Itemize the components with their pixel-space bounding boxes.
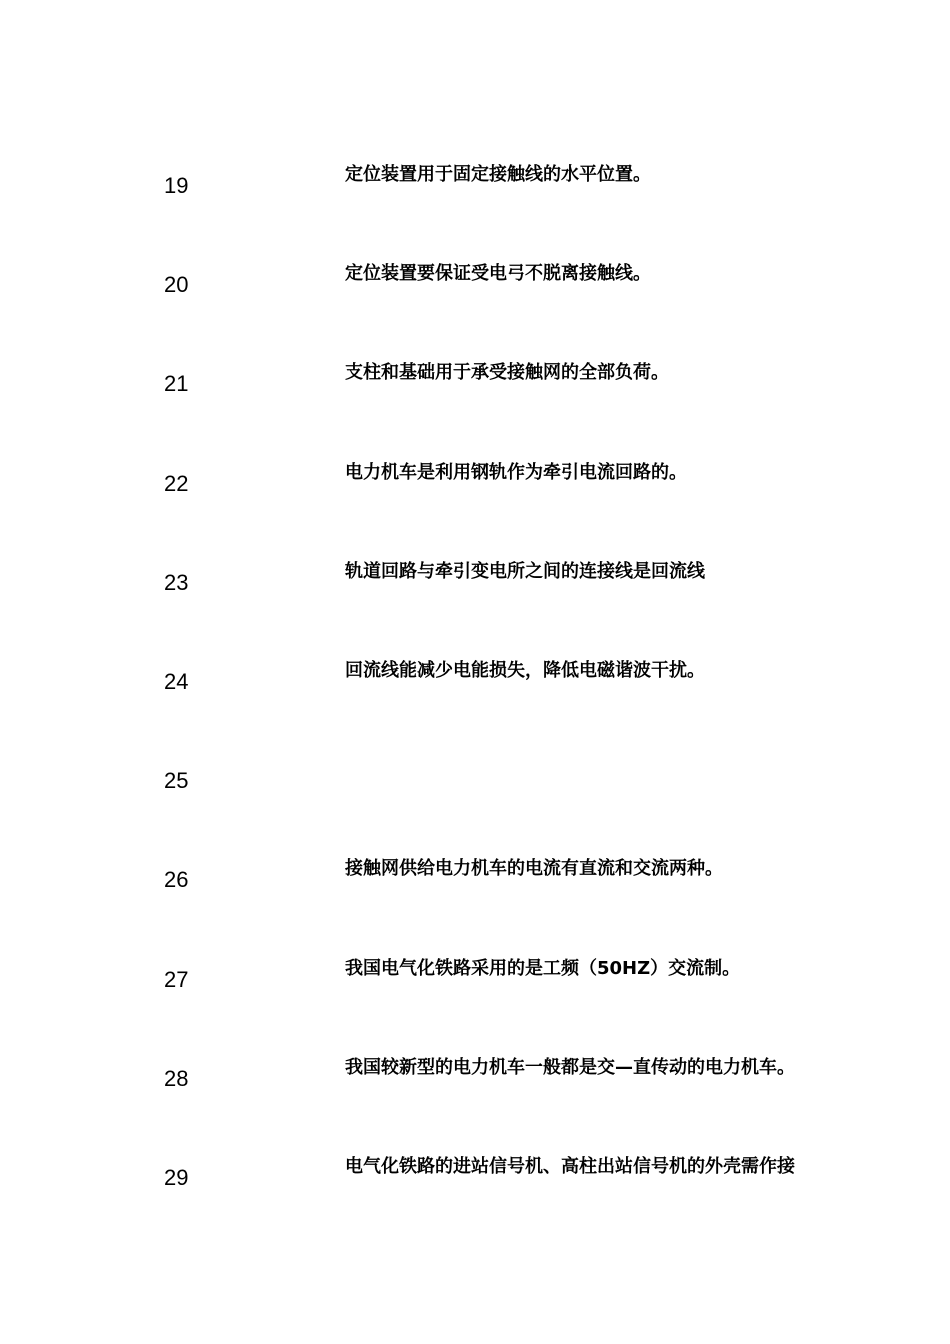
item-text: 接触网供给电力机车的电流有直流和交流两种。 — [345, 858, 723, 879]
item-number: 26 — [164, 867, 189, 892]
list-item — [0, 957, 950, 997]
item-text: 定位装置要保证受电弓不脱离接触线。 — [345, 263, 651, 284]
item-text: 电气化铁路的进站信号机、高柱出站信号机的外壳需作接 — [345, 1156, 795, 1177]
item-text: 我国电气化铁路采用的是工频（50HZ）交流制。 — [345, 958, 741, 979]
item-number: 21 — [164, 371, 189, 396]
list-item — [0, 659, 950, 699]
item-number: 27 — [164, 967, 189, 992]
item-text: 定位装置用于固定接触线的水平位置。 — [345, 164, 651, 185]
list-item — [0, 262, 950, 302]
item-text: 我国较新型的电力机车一般都是交—直传动的电力机车。 — [345, 1057, 795, 1078]
item-number: 25 — [164, 768, 189, 793]
list-item — [0, 1155, 950, 1195]
list-item — [0, 163, 950, 203]
list-item — [0, 560, 950, 600]
item-number: 22 — [164, 471, 189, 496]
list-item — [0, 461, 950, 501]
item-number: 28 — [164, 1066, 189, 1091]
item-text: 支柱和基础用于承受接触网的全部负荷。 — [345, 362, 669, 383]
list-item — [0, 857, 950, 897]
item-number: 29 — [164, 1165, 189, 1190]
list-item — [0, 1056, 950, 1096]
item-text: 轨道回路与牵引变电所之间的连接线是回流线 — [345, 561, 705, 582]
item-text: 回流线能减少电能损失，降低电磁谐波干扰。 — [345, 660, 705, 681]
item-number: 24 — [164, 669, 189, 694]
list-item — [0, 361, 950, 401]
item-number: 19 — [164, 173, 189, 198]
item-text: 电力机车是利用钢轨作为牵引电流回路的。 — [345, 462, 687, 483]
item-number: 20 — [164, 272, 189, 297]
item-number: 23 — [164, 570, 189, 595]
list-item — [0, 758, 950, 798]
